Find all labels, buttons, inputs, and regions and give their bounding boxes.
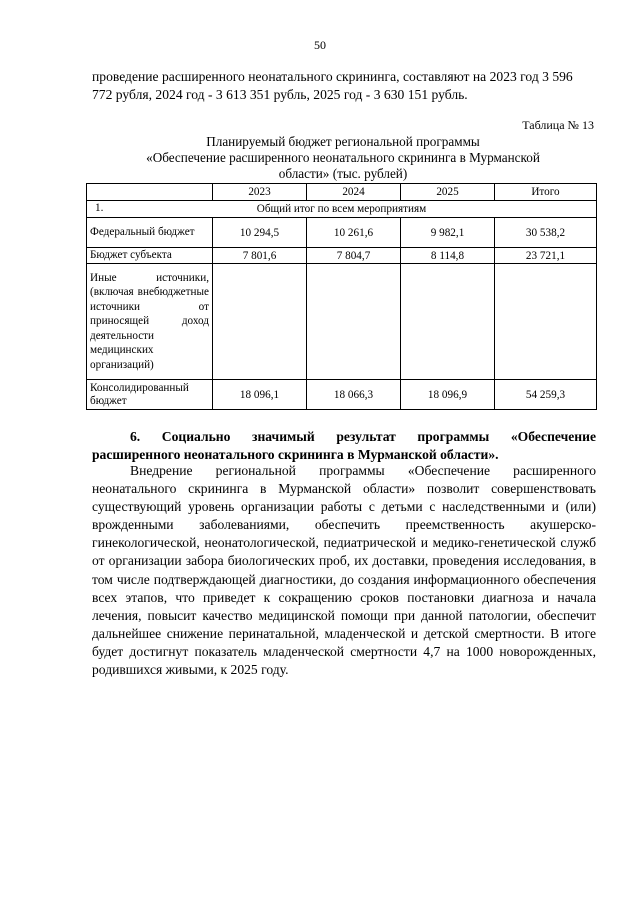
table-cell [401,264,495,380]
table-row [87,248,597,264]
table-title-line-3: области» (тыс. рублей) [278,166,408,181]
section-6-heading: 6. Социально значимый результат программы «Обеспечение расширенного неонатального скрининга в Мурманской области». [92,429,596,462]
header-cell-empty [87,184,213,201]
table-cell: 30 538,2 [495,218,597,248]
table-cell: 8 114,8 [401,248,495,264]
table-cell: 23 721,1 [495,248,597,264]
row-label-subject: Бюджет субъекта [87,248,213,264]
table-header-row [87,184,597,201]
header-cell-2023: 2023 [213,184,307,201]
page-number: 50 [314,38,326,52]
table-cell [495,264,597,380]
table-cell: 10 294,5 [213,218,307,248]
table-cell: 54 259,3 [495,380,597,410]
row-label-consolidated: Консолидированный бюджет [87,380,213,410]
header-cell-2025: 2025 [401,184,495,201]
table-title [90,134,596,182]
table-row [87,380,597,410]
table-row [87,218,597,248]
table-title-line-1: Планируемый бюджет региональной программы [206,134,480,149]
header-cell-total: Итого [495,184,597,201]
table-cell [213,264,307,380]
budget-table [86,183,597,410]
table-row [87,264,597,380]
section-row-number: 1. [95,202,104,214]
section-row-cell [87,201,597,218]
section-6-body: Внедрение региональной программы «Обеспечение расширенного неонатального скрининга в Мурманской области» позволит совершенствовать существующий уровень организации работы с детьми с наследственными и (или) врожденными заболеваниями, обеспечить преемственность акушерско-гинекологической, неонатологической, педиатрической и медико-генетической служб от организации забора биологических проб, их доставки, проведения исследования, в том числе подтверждающей диагностики, до создания информационного обеспечения всех этапов, что приведет к сокращению сроков постановки диагноза и начала лечения, повысит качество медицинской помощи при данной патологии, обеспечит дальнейшее снижение перинатальной, младенческой и детской смертности. В итоге будет достигнут показатель младенческой смертности 4,7 на 1000 новорожденных, родившихся живыми, к 2025 году. [92,463,596,678]
section-row-label: Общий итог по всем мероприятиям [256,203,427,215]
intro-paragraph: проведение расширенного неонатального скрининга, составляют на 2023 год 3 596 772 рубля, 2024 год - 3 613 351 рубль, 2025 год - 3 630 151 рубль. [92,69,573,102]
row-label-federal: Федеральный бюджет [87,218,213,248]
table-section-row [87,201,597,218]
table-cell: 18 066,3 [307,380,401,410]
budget-table-container [86,183,596,410]
table-cell: 10 261,6 [307,218,401,248]
header-cell-2024: 2024 [307,184,401,201]
table-cell: 18 096,1 [213,380,307,410]
table-label: Таблица № 13 [522,118,594,132]
table-title-line-2: «Обеспечение расширенного неонатального скрининга в Мурманской [146,150,540,165]
table-cell: 18 096,9 [401,380,495,410]
table-cell [307,264,401,380]
table-cell: 9 982,1 [401,218,495,248]
table-cell: 7 801,6 [213,248,307,264]
table-cell: 7 804,7 [307,248,401,264]
row-label-other-sources: Иные источники, (включая внебюджетные источники от приносящей доход деятельности медицинских организаций) [87,264,213,380]
